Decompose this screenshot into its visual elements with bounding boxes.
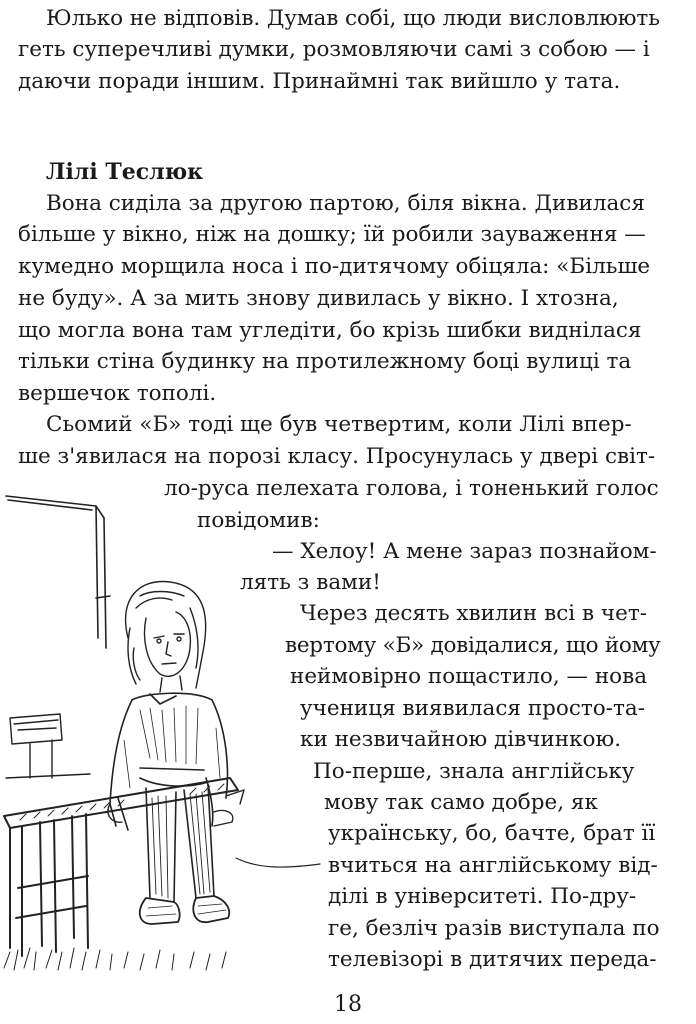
text-line: більше у вікно, ніж на дошку; їй робили зауваження — bbox=[18, 222, 646, 247]
text-line: даючи поради іншим. Принаймні так вийшло у тата. bbox=[18, 69, 621, 94]
text-line: ше з'явилася на порозі класу. Просунулась у двері світ- bbox=[18, 444, 656, 469]
text-line: Вона сиділа за другою партою, біля вікна. Дивилася bbox=[46, 191, 645, 216]
text-line: геть суперечливі думки, розмовляючи самі з собою — і bbox=[18, 37, 650, 62]
text-line: повідомив: bbox=[197, 508, 320, 533]
text-line: лять з вами! bbox=[240, 570, 381, 595]
text-line: По-перше, знала англійську bbox=[313, 759, 635, 784]
section-heading: Лілі Теслюк bbox=[46, 159, 204, 185]
text-line: Через десять хвилин всі в чет- bbox=[300, 601, 647, 626]
text-line: українську, бо, бачте, брат її bbox=[328, 821, 656, 846]
text-line: що могла вона там угледіти, бо крізь шибки виднілася bbox=[18, 318, 642, 343]
page-number: 18 bbox=[334, 992, 362, 1017]
text-line: вчиться на англійському від- bbox=[328, 853, 658, 878]
text-line: — Хелоу! А мене зараз познайом- bbox=[272, 539, 657, 564]
text-line: телевізорі в дитячих переда- bbox=[328, 947, 657, 972]
text-line: не буду». А за мить знову дивилась у вікно. І хтозна, bbox=[18, 286, 619, 311]
text-line: ки незвичайною дівчинкою. bbox=[300, 727, 622, 752]
text-line: ло-руса пелехата голова, і тоненький голос bbox=[164, 476, 659, 501]
text-line: тільки стіна будинку на протилежному боці вулиці та bbox=[18, 349, 632, 374]
text-line: учениця виявилася просто-та- bbox=[300, 696, 645, 721]
text-line: неймовірно пощастило, — нова bbox=[290, 664, 648, 689]
text-line: кумедно морщила носа і по-дитячому обіцяла: «Більше bbox=[18, 254, 651, 279]
text-line: мову так само добре, як bbox=[324, 790, 598, 815]
text-line: ге, безліч разів виступала по bbox=[328, 916, 660, 941]
text-line: Сьомий «Б» тоді ще був четвертим, коли Лілі впер- bbox=[46, 412, 632, 437]
text-line: ділі в університеті. По-дру- bbox=[328, 884, 637, 909]
text-line: вертому «Б» довідалися, що йому bbox=[285, 633, 661, 658]
text-line: вершечок тополі. bbox=[18, 381, 217, 406]
girl-sitting-on-bench-sketch-icon bbox=[0, 478, 330, 978]
text-line: Юлько не відповів. Думав собі, що люди висловлюють bbox=[46, 6, 660, 31]
